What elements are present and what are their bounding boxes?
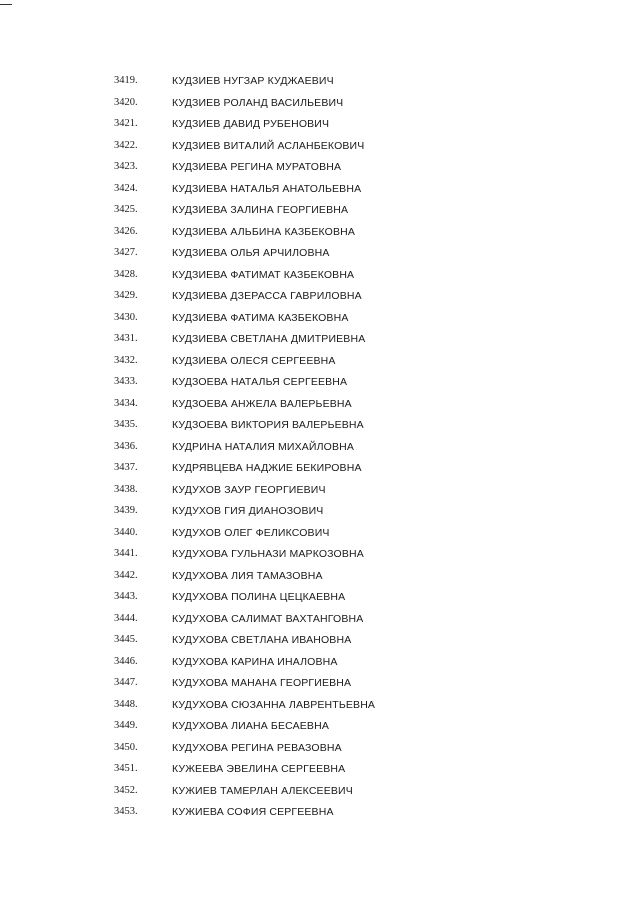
entry-number: 3449. [114,720,138,731]
entry-number: 3435. [114,419,138,430]
entry-number: 3422. [114,139,138,151]
entry-full-name: КУДЗИЕВА НАТАЛЬЯ АНАТОЛЬЕВНА [172,182,362,195]
list-item [0,74,640,96]
entry-number: 3423. [114,161,138,172]
entry-number: 3430. [114,311,138,323]
list-item [0,203,640,225]
entry-full-name: КУДУХОВА ПОЛИНА ЦЕЦКАЕВНА [172,591,346,603]
list-item [0,397,640,419]
entry-number: 3431. [114,333,138,344]
entry-full-name: КУЖИЕВА СОФИЯ СЕРГЕЕВНА [172,806,334,818]
entry-full-name: КУДЗИЕВ НУГЗАР КУДЖАЕВИЧ [172,75,334,87]
list-item [0,375,640,397]
list-item [0,461,640,483]
entry-full-name: КУДУХОВА ГУЛЬНАЗИ МАРКОЗОВНА [172,548,364,560]
entry-full-name: КУЖЕЕВА ЭВЕЛИНА СЕРГЕЕВНА [172,763,346,775]
entry-number: 3442. [114,569,138,581]
entry-number: 3441. [114,548,138,559]
list-item [0,633,640,655]
entry-number: 3428. [114,268,138,280]
list-item [0,590,640,612]
list-item [0,805,640,827]
entry-full-name: КУДУХОВ ГИЯ ДИАНОЗОВИЧ [172,505,324,517]
entry-number: 3439. [114,505,138,516]
list-item [0,504,640,526]
entry-full-name: КУДРИНА НАТАЛИЯ МИХАЙЛОВНА [172,440,354,453]
list-item [0,440,640,462]
entry-full-name: КУДЗИЕВА ДЗЕРАССА ГАВРИЛОВНА [172,290,362,302]
entry-number: 3447. [114,677,138,688]
entry-full-name: КУДУХОВ ОЛЕГ ФЕЛИКСОВИЧ [172,526,330,539]
entry-full-name: КУДЗИЕВ РОЛАНД ВАСИЛЬЕВИЧ [172,96,344,109]
entry-full-name: КУДЗИЕВА СВЕТЛАНА ДМИТРИЕВНА [172,333,366,345]
list-item [0,762,640,784]
entry-full-name: КУДУХОВА ЛИАНА БЕСАЕВНА [172,720,329,732]
list-item [0,117,640,139]
list-item [0,741,640,763]
entry-number: 3424. [114,182,138,194]
list-item [0,569,640,591]
list-item [0,96,640,118]
entry-number: 3451. [114,763,138,774]
entry-number: 3429. [114,290,138,301]
list-item [0,289,640,311]
list-item [0,612,640,634]
entry-full-name: КУДУХОВА МАНАНА ГЕОРГИЕВНА [172,677,352,689]
entry-full-name: КУДУХОВА ЛИЯ ТАМАЗОВНА [172,569,323,582]
entry-full-name: КУДЗИЕВА ФАТИМАТ КАЗБЕКОВНА [172,268,355,281]
page-corner-mark [0,4,12,5]
entry-full-name: КУДЗИЕВ ВИТАЛИЙ АСЛАНБЕКОВИЧ [172,139,365,152]
list-item [0,160,640,182]
entry-full-name: КУДЗИЕВА РЕГИНА МУРАТОВНА [172,161,342,173]
entry-number: 3450. [114,741,138,753]
entry-number: 3426. [114,225,138,237]
entry-full-name: КУДУХОВА КАРИНА ИНАЛОВНА [172,655,338,668]
entry-full-name: КУДЗОЕВА НАТАЛЬЯ СЕРГЕЕВНА [172,376,348,388]
entry-full-name: КУДУХОВА САЛИМАТ ВАХТАНГОВНА [172,612,364,625]
entry-full-name: КУДЗИЕВА ОЛЕСЯ СЕРГЕЕВНА [172,354,336,367]
entry-full-name: КУДЗИЕВА ЗАЛИНА ГЕОРГИЕВНА [172,204,349,216]
entry-number: 3425. [114,204,138,215]
list-item [0,784,640,806]
entry-number: 3419. [114,75,138,86]
list-item [0,483,640,505]
list-item [0,354,640,376]
list-item [0,182,640,204]
list-item [0,311,640,333]
entry-number: 3440. [114,526,138,538]
entry-full-name: КУДЗИЕВА ОЛЬЯ АРЧИЛОВНА [172,247,330,259]
entry-full-name: КУДУХОВА РЕГИНА РЕВАЗОВНА [172,741,342,754]
list-item [0,225,640,247]
name-list [0,74,640,827]
list-item [0,246,640,268]
entry-full-name: КУДЗОЕВА ВИКТОРИЯ ВАЛЕРЬЕВНА [172,419,364,431]
entry-number: 3433. [114,376,138,387]
entry-full-name: КУДЗИЕВА АЛЬБИНА КАЗБЕКОВНА [172,225,356,238]
entry-number: 3434. [114,397,138,409]
entry-number: 3452. [114,784,138,796]
list-item [0,655,640,677]
entry-number: 3446. [114,655,138,667]
entry-full-name: КУДЗИЕВА ФАТИМА КАЗБЕКОВНА [172,311,349,324]
list-item [0,139,640,161]
list-item [0,268,640,290]
list-item [0,676,640,698]
entry-number: 3445. [114,634,138,645]
entry-number: 3443. [114,591,138,602]
entry-full-name: КУЖИЕВ ТАМЕРЛАН АЛЕКСЕЕВИЧ [172,784,353,797]
list-item [0,719,640,741]
entry-full-name: КУДРЯВЦЕВА НАДЖИЕ БЕКИРОВНА [172,462,362,474]
entry-number: 3420. [114,96,138,108]
entry-number: 3421. [114,118,138,129]
entry-number: 3437. [114,462,138,473]
entry-number: 3436. [114,440,138,452]
entry-number: 3444. [114,612,138,624]
entry-number: 3448. [114,698,138,710]
entry-number: 3438. [114,483,138,495]
list-item [0,526,640,548]
list-item [0,698,640,720]
list-item [0,418,640,440]
entry-number: 3427. [114,247,138,258]
entry-full-name: КУДУХОВА СЮЗАННА ЛАВРЕНТЬЕВНА [172,698,376,711]
entry-full-name: КУДЗИЕВ ДАВИД РУБЕНОВИЧ [172,118,330,130]
list-item [0,332,640,354]
list-item [0,547,640,569]
entry-full-name: КУДУХОВ ЗАУР ГЕОРГИЕВИЧ [172,483,326,496]
entry-full-name: КУДЗОЕВА АНЖЕЛА ВАЛЕРЬЕВНА [172,397,352,410]
entry-number: 3453. [114,806,138,817]
entry-full-name: КУДУХОВА СВЕТЛАНА ИВАНОВНА [172,634,352,646]
entry-number: 3432. [114,354,138,366]
